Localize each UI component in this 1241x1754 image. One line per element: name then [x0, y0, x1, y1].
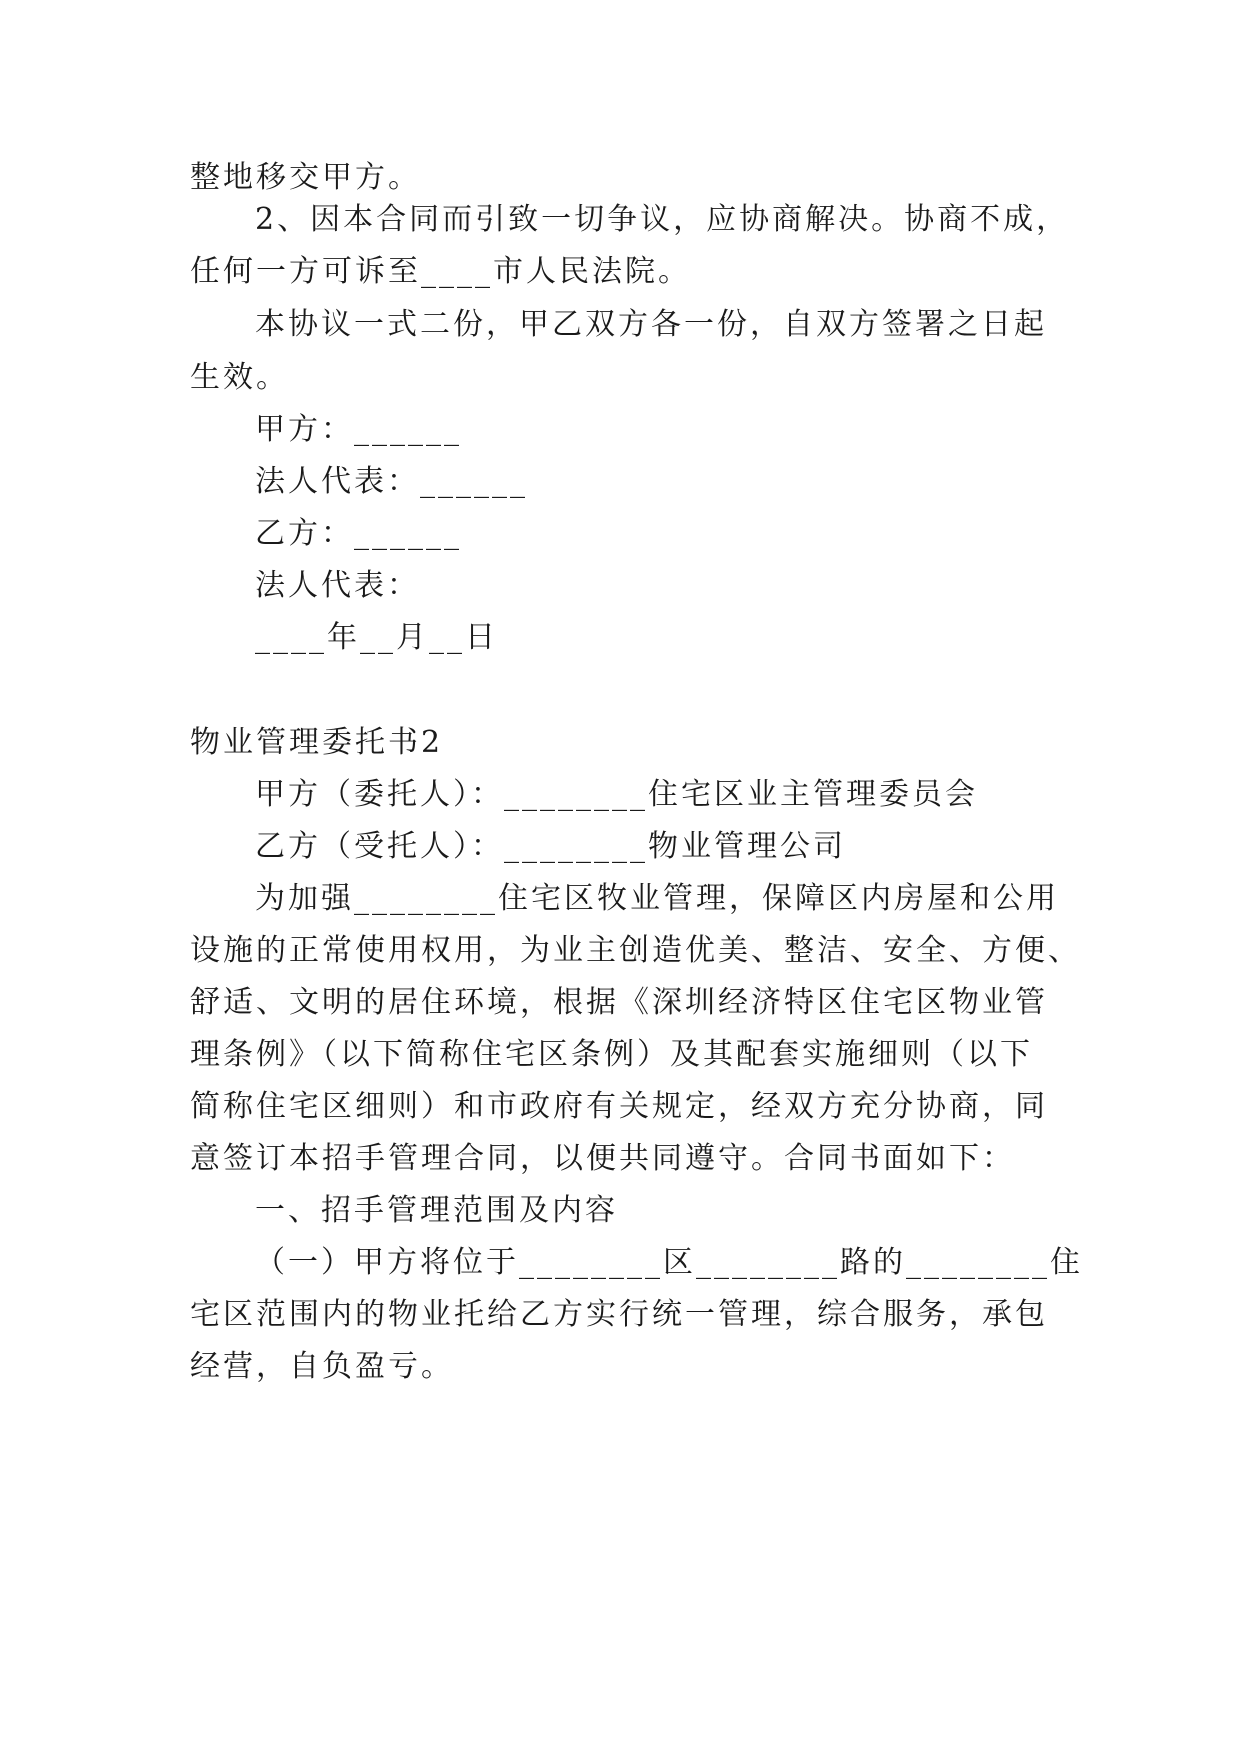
paragraph-line: 设施的正常使用权用，为业主创造优美、整洁、安全、方便、: [190, 933, 1081, 968]
paragraph-line: 2、因本合同而引致一切争议，应协商解决。协商不成，: [255, 202, 1070, 237]
paragraph-line: 任何一方可诉至____市人民法院。: [190, 254, 691, 289]
paragraph-line: 经营，自负盈亏。: [190, 1349, 454, 1384]
paragraph-line: 为加强________住宅区牧业管理，保障区内房屋和公用: [255, 881, 1059, 916]
section-heading: 一、招手管理范围及内容: [255, 1193, 618, 1228]
paragraph-line: 宅区范围内的物业托给乙方实行统一管理，综合服务，承包: [190, 1297, 1048, 1332]
paragraph-line: 乙方（受托人）：________物业管理公司: [255, 829, 846, 864]
section-title: 物业管理委托书2: [190, 725, 444, 760]
paragraph-line: 生效。: [190, 360, 289, 395]
paragraph-line: 甲方（委托人）：________住宅区业主管理委员会: [255, 777, 978, 812]
signature-line-legal-rep-a: 法人代表：______: [255, 464, 528, 499]
signature-line-party-a: 甲方：______: [255, 412, 462, 447]
paragraph-line: 理条例》（以下简称住宅区条例）及其配套实施细则（以下: [190, 1037, 1033, 1072]
paragraph-line: 简称住宅区细则）和市政府有关规定，经双方充分协商，同: [190, 1089, 1048, 1124]
paragraph-line: 整地移交甲方。: [190, 160, 421, 195]
paragraph-line: 舒适、文明的居住环境，根据《深圳经济特区住宅区物业管: [190, 985, 1048, 1020]
paragraph-line: 意签订本招手管理合同，以便共同遵守。合同书面如下：: [190, 1141, 1015, 1176]
signature-line-party-b: 乙方：______: [255, 516, 462, 551]
signature-line-legal-rep-b: 法人代表：: [255, 568, 420, 603]
date-line: ____年__月__日: [255, 620, 498, 655]
paragraph-line: （一）甲方将位于________区________路的________住: [255, 1245, 1083, 1280]
paragraph-line: 本协议一式二份，甲乙双方各一份，自双方签署之日起: [255, 307, 1047, 342]
